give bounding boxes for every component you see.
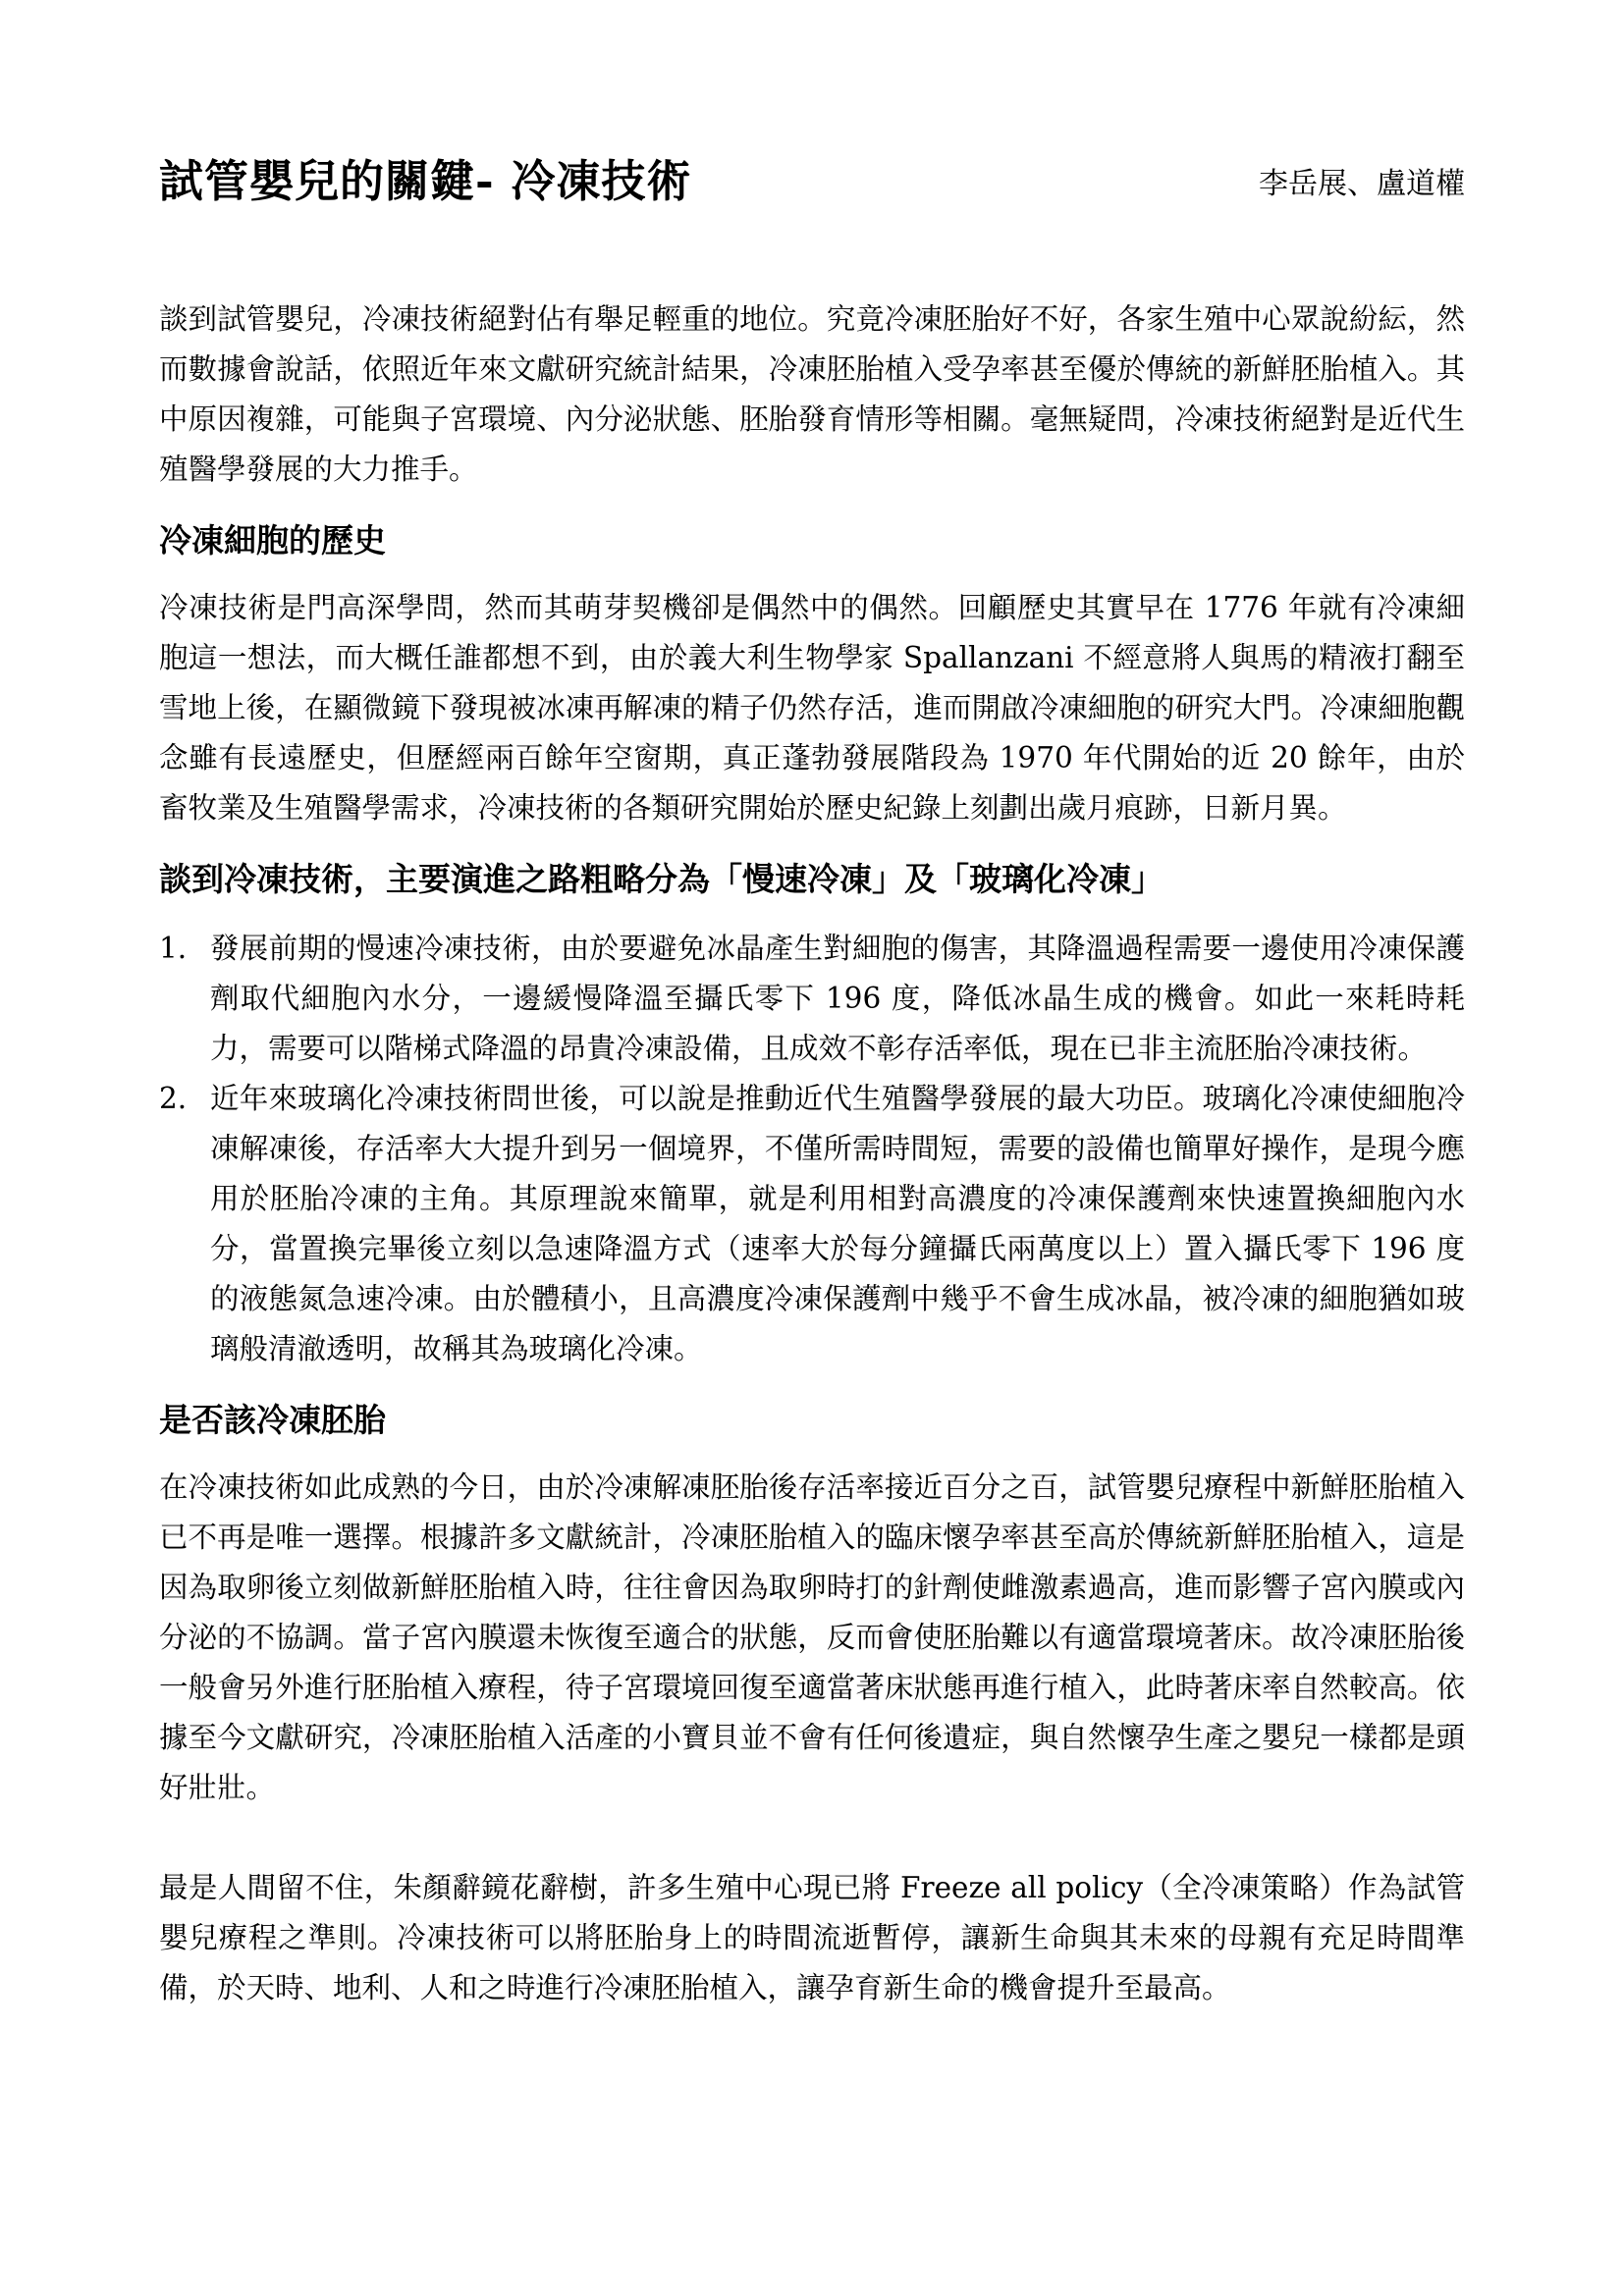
list-item-text: 近年來玻璃化冷凍技術問世後，可以說是推動近代生殖醫學發展的最大功臣。玻璃化冷凍使細胞冷凍解凍後，存活率大大提升到另一個境界，不僅所需時間短，需要的設備也簡單好操作，是現今應用於胚胎冷凍的主角。其原理說來簡單，就是利用相對高濃度的冷凍保護劑來快速置換細胞內水分，當置換完畢後立刻以急速降溫方式（速率大於每分鐘攝氏兩萬度以上）置入攝氏零下 196 度的液態氮急速冷凍。由於體積小，且高濃度冷凍保護劑中幾乎不會生成冰晶，被冷凍的細胞猶如玻璃般清澈透明，故稱其為玻璃化冷凍。: [210, 1082, 1465, 1365]
list-item: [159, 924, 1465, 1074]
list-item: [159, 1074, 1465, 1374]
section-heading-freeze-decision: 是否該冷凍胚胎: [159, 1401, 386, 1439]
list-item-number: 1.: [159, 932, 188, 965]
section-heading-methods: 談到冷凍技術，主要演進之路粗略分為「慢速冷凍」及「玻璃化冷凍」: [159, 860, 1164, 898]
list-item-number: 2.: [159, 1082, 188, 1115]
document-title: 試管嬰兒的關鍵- 冷凍技術: [159, 155, 692, 207]
document-page: [159, 135, 1465, 2013]
closing-paragraph: 最是人間留不住，朱顏辭鏡花辭樹，許多生殖中心現已將 Freeze all policy（全冷凍策略）作為試管嬰兒療程之準則。冷凍技術可以將胚胎身上的時間流逝暫停，讓新生命與其未來的母親有充足時間準備，於天時、地利、人和之時進行冷凍胚胎植入，讓孕育新生命的機會提升至最高。: [159, 1871, 1465, 2004]
freeze-decision-paragraph: 在冷凍技術如此成熟的今日，由於冷凍解凍胚胎後存活率接近百分之百，試管嬰兒療程中新鮮胚胎植入已不再是唯一選擇。根據許多文獻統計，冷凍胚胎植入的臨床懷孕率甚至高於傳統新鮮胚胎植入，這是因為取卵後立刻做新鮮胚胎植入時，往往會因為取卵時打的針劑使雌激素過高，進而影響子宮內膜或內分泌的不協調。當子宮內膜還未恢復至適合的狀態，反而會使胚胎難以有適當環境著床。故冷凍胚胎後一般會另外進行胚胎植入療程，待子宮環境回復至適當著床狀態再進行植入，此時著床率自然較高。依據至今文獻研究，冷凍胚胎植入活產的小寶貝並不會有任何後遺症，與自然懷孕生產之嬰兒一樣都是頭好壯壯。: [159, 1470, 1465, 1804]
intro-paragraph: 談到試管嬰兒，冷凍技術絕對佔有舉足輕重的地位。究竟冷凍胚胎好不好，各家生殖中心眾說紛紜，然而數據會說話，依照近年來文獻研究統計結果，冷凍胚胎植入受孕率甚至優於傳統的新鮮胚胎植入。其中原因複雜，可能與子宮環境、內分泌狀態、胚胎發育情形等相關。毫無疑問，冷凍技術絕對是近代生殖醫學發展的大力推手。: [159, 302, 1465, 486]
document-authors: 李岳展、盧道權: [1259, 167, 1465, 201]
list-item-text: 發展前期的慢速冷凍技術，由於要避免冰晶產生對細胞的傷害，其降溫過程需要一邊使用冷凍保護劑取代細胞內水分，一邊緩慢降溫至攝氏零下 196 度，降低冰晶生成的機會。如此一來耗時耗力，需要可以階梯式降溫的昂貴冷凍設備，且成效不彰存活率低，現在已非主流胚胎冷凍技術。: [210, 932, 1465, 1065]
history-paragraph: 冷凍技術是門高深學問，然而其萌芽契機卻是偶然中的偶然。回顧歷史其實早在 1776 年就有冷凍細胞這一想法，而大概任誰都想不到，由於義大利生物學家 Spallanzani 不經意將人與馬的精液打翻至雪地上後，在顯微鏡下發現被冰凍再解凍的精子仍然存活，進而開啟冷凍細胞的研究大門。冷凍細胞觀念雖有長遠歷史，但歷經兩百餘年空窗期，真正蓬勃發展階段為 1970 年代開始的近 20 餘年，由於畜牧業及生殖醫學需求，冷凍技術的各類研究開始於歷史紀錄上刻劃出歲月痕跡，日新月異。: [159, 591, 1465, 825]
document-header: [159, 135, 1465, 207]
section-heading-history: 冷凍細胞的歷史: [159, 521, 386, 560]
methods-list: [159, 924, 1465, 1374]
